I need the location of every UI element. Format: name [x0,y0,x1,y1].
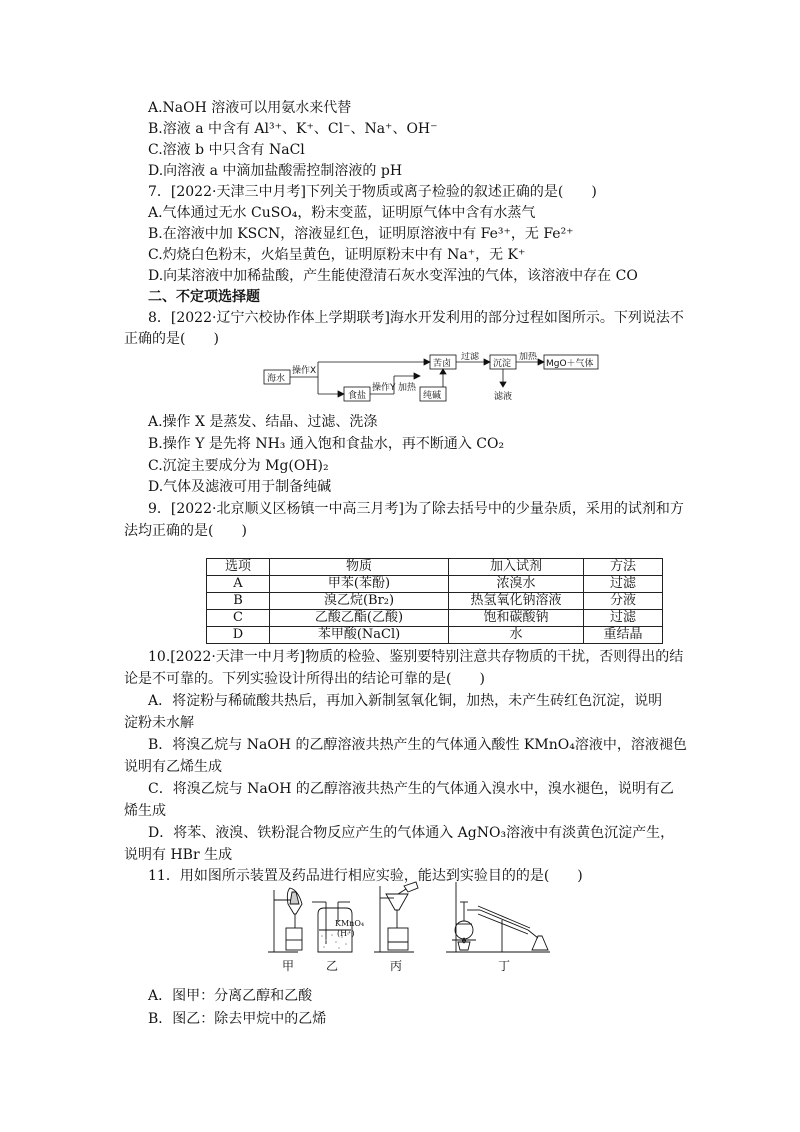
q8-stem-line1: 8．[2022·辽宁六校协作体上学期联考]海水开发利用的部分过程如图所示。下列说法不 [148,310,684,326]
q9-table [206,558,663,644]
figure-label-jia: 甲 [282,959,295,973]
q10-stem-line2: 论是不可靠的。下列实验设计所得出的结论可靠的是( ) [124,671,485,687]
q9-stem-line1: 9．[2022·北京顺义区杨镇一中高三月考]为了除去括号中的少量杂质，采用的试剂和方 [148,501,684,517]
table-header-cell: 加入试剂 [449,559,584,576]
q11-option-a: A．图甲：分离乙醇和乙酸 [148,988,313,1004]
table-cell: 热氢氧化钠溶液 [449,593,584,610]
table-row [207,593,663,610]
table-cell: 甲苯(苯酚) [270,576,449,593]
q10-option-a-line2: 淀粉未水解 [124,715,194,731]
flow-heat1: 加热 [519,352,538,362]
q8-option-c: C.沉淀主要成分为 Mg(OH)₂ [148,458,329,474]
section-title: 二、不定项选择题 [148,289,260,305]
table-cell: 溴乙烷(Br₂) [270,593,449,610]
q10-option-c-line1: C．将溴乙烷与 NaOH 的乙醇溶液共热产生的气体通入溴水中，溴水褪色，说明有乙 [148,781,674,797]
q7-option-a: A.气体通过无水 CuSO₄，粉末变蓝，证明原气体中含有水蒸气 [148,205,536,221]
table-cell: B [207,593,270,610]
table-cell: C [207,610,270,627]
table-cell: D [207,627,270,644]
flow-heat2: 加热 [398,383,417,393]
figure-label-ding: 丁 [498,959,511,973]
q8-flow-diagram [262,352,602,408]
q6-option-b: B.溶液 a 中含有 Al³⁺、K⁺、Cl⁻、Na⁺、OH⁻ [148,121,438,137]
flow-filtrate: 滤液 [494,392,513,402]
q11-stem: 11．用如图所示装置及药品进行相应实验，能达到实验目的的是( ) [148,868,583,884]
q8-option-b: B.操作 Y 是先将 NH₃ 通入饱和食盐水，再不断通入 CO₂ [148,436,505,452]
table-header-cell: 选项 [207,559,270,576]
q6-option-a: A.NaOH 溶液可以用氨水来代替 [148,100,352,116]
table-cell: 重结晶 [584,627,663,644]
q11-option-b: B．图乙：除去甲烷中的乙烯 [148,1011,327,1027]
figure-label-yi: 乙 [326,959,339,973]
q7-option-d: D.向某溶液中加稀盐酸，产生能使澄清石灰水变浑浊的气体，该溶液中存在 CO [148,268,638,284]
table-row [207,610,663,627]
flow-filter: 过滤 [461,352,480,362]
table-cell: 浓溴水 [449,576,584,593]
q7-option-c: C.灼烧白色粉末，火焰呈黄色，证明原粉末中有 Na⁺，无 K⁺ [148,247,526,263]
q6-option-d: D.向溶液 a 中滴加盐酸需控制溶液的 pH [148,163,403,179]
q8-stem-line2: 正确的是( ) [124,331,219,347]
q8-option-d: D.气体及滤液可用于制备纯碱 [148,479,332,495]
flow-soda: 纯碱 [423,391,442,401]
table-row [207,627,663,644]
q10-stem-line1: 10.[2022·天津一中月考]物质的检验、鉴别要特别注意共存物质的干扰，否则得出的结 [148,649,684,665]
flow-seawater: 海水 [267,374,286,384]
flow-product: MgO＋气体 [546,359,594,369]
table-cell: 苯甲酸(NaCl) [270,627,449,644]
table-cell: 饱和碳酸钠 [449,610,584,627]
table-header-row [207,559,663,576]
q10-option-b-line2: 说明有乙烯生成 [124,759,222,775]
flow-op-x: 操作X [292,366,317,376]
q7-option-b: B.在溶液中加 KSCN，溶液显红色，证明原溶液中有 Fe³⁺，无 Fe²⁺ [148,226,574,242]
kmno4-label: KMnO₄ [335,919,365,928]
flow-salt: 食盐 [348,391,367,401]
table-header-cell: 物质 [270,559,449,576]
flow-bittern: 苦卤 [433,359,452,369]
q6-option-c: C.溶液 b 中只含有 NaCl [148,142,305,158]
h-plus-label: (H⁺) [337,929,355,938]
flow-op-y: 操作Y [372,383,396,393]
figure-label-bing: 丙 [390,959,403,973]
q10-option-d-line1: D．将苯、液溴、铁粉混合物反应产生的气体通入 AgNO₃溶液中有淡黄色沉淀产生， [148,825,675,841]
q10-option-a-line1: A．将淀粉与稀硫酸共热后，再加入新制氢氧化铜，加热，未产生砖红色沉淀，说明 [148,693,663,709]
q10-option-d-line2: 说明有 HBr 生成 [124,847,233,863]
table-cell: 乙酸乙酯(乙酸) [270,610,449,627]
table-cell: 水 [449,627,584,644]
q7-stem: 7．[2022·天津三中月考]下列关于物质或离子检验的叙述正确的是( ) [148,184,597,200]
q8-option-a: A.操作 X 是蒸发、结晶、过滤、洗涤 [148,414,378,430]
table-row [207,576,663,593]
table-header-cell: 方法 [584,559,663,576]
flow-precipitate: 沉淀 [493,359,512,369]
q11-apparatus-figure [266,880,576,975]
table-cell: 分液 [584,593,663,610]
q10-option-b-line1: B．将溴乙烷与 NaOH 的乙醇溶液共热产生的气体通入酸性 KMnO₄溶液中，溶液褪色 [148,737,687,753]
q10-option-c-line2: 烯生成 [124,803,166,819]
q9-stem-line2: 法均正确的是( ) [124,523,247,539]
table-cell: A [207,576,270,593]
table-cell: 过滤 [584,576,663,593]
table-cell: 过滤 [584,610,663,627]
